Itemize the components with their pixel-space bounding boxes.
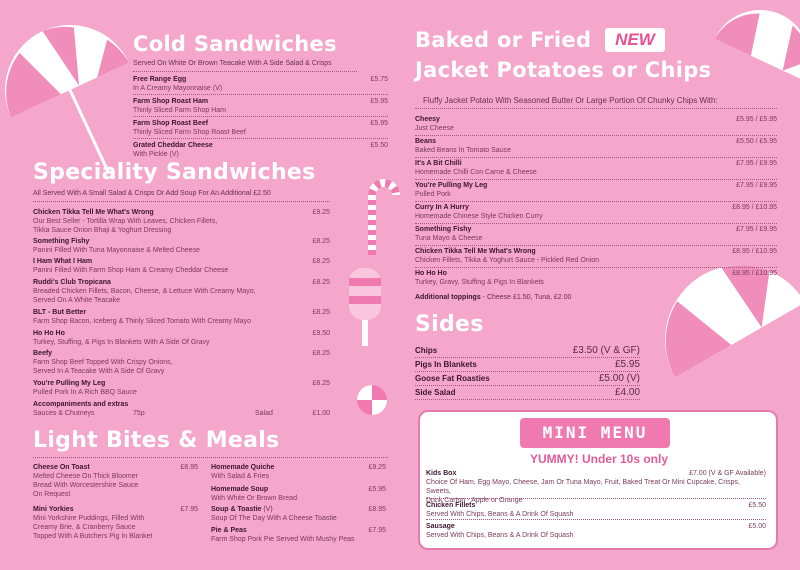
menu-item: BLT - But Better £8.25 Farm Shop Bacon, Iceberg & Thinly Sliced Tomato With Creamy Mayo [33,309,330,325]
menu-item: I Ham What I Ham £8.25 Panini Filled With Farm Shop Ham & Creamy Cheddar Cheese [33,258,330,274]
mini-menu-tagline: YUMMY! Under 10s only [530,452,669,466]
menu-item: Chicken Tikka Tell Me What's Wrong £9.25 Our Best Seller - Tortilla Wrap With Leaves, Chicken Fillets, Tikka Sauce Onion Bhaji & Yoghurt Dressing [33,209,330,234]
menu-item: Mini Yorkies £7.95 Mini Yorkshire Puddings, Filled With Creamy Brie, & Cranberry Sauce Topped With A Butchers Pig In Blanket [33,506,198,540]
menu-item: Cheese On Toast £6.95 Melted Cheese On Thick Bloomer Bread With Worcestershire Sauce On Request [33,464,198,498]
speciality-subtitle: All Served With A Small Salad & Crisps Or Add Soup For An Additional £2.50 [33,190,271,197]
menu-item: Something Fishy £7.95 / £9.95 Tuna Mayo & Cheese [415,226,777,242]
mini-menu-box [418,410,778,550]
mini-menu-title: MINI MENU [520,418,670,448]
light-bites-title: Light Bites & Meals [33,428,280,453]
side-item: Chips £3.50 (V & GF) [415,345,640,356]
candy-cane-icon [360,170,400,260]
menu-item: Farm Shop Roast Beef £5.95 Thinly Sliced Farm Shop Roast Beef [133,120,388,136]
menu-item: Something Fishy £8.25 Panini Filled With Tuna Mayonnaise & Melted Cheese [33,238,330,254]
potatoes-title-line1: Baked or Fried [415,28,592,52]
new-badge: NEW [605,28,665,52]
menu-item: You're Pulling My Leg £7.95 / £9.95 Pulled Pork [415,182,777,198]
toppings-row: Additional toppings - Cheese £1.50, Tuna, £2.00 [415,294,572,301]
sides-title: Sides [415,312,484,337]
menu-item: Ho Ho Ho £9.50 Turkey, Stuffing, & Pigs In Blankets With A Side Of Gravy [33,330,330,346]
menu-item: Kids Box £7.00 (V & GF Available) Choice Of Ham, Egg Mayo, Cheese, Jam Or Tuna Mayo, Fruit, Baked Treat Or Mini Cupcake, Crisps, Sweets, Drink Carton - Apple or Orange [426,470,766,504]
cold-sandwiches-subtitle: Served On White Or Brown Teacake With A Side Salad & Crisps [133,60,332,67]
menu-item: Pie & Peas £7.95 Farm Shop Pork Pie Served With Mushy Peas [211,527,386,543]
side-item: Pigs In Blankets £5.95 [415,359,640,370]
menu-item: Farm Shop Roast Ham £5.95 Thinly Sliced Farm Shop Ham [133,98,388,114]
extras-row: Accompaniments and extras Sauces & Chutneys 75p Salad £1.00 [33,401,330,417]
menu-item: Homemade Quiche £9.25 With Salad & Fries [211,464,386,480]
menu-item: Beefy £8.25 Farm Shop Beef Topped With Crispy Onions, Served In A Teacake With A Side Of Gravy [33,350,330,375]
menu-item: You're Pulling My Leg £8.25 Pulled Pork In A Rich BBQ Sauce [33,380,330,396]
menu-item: Beans £5.50 / £5.95 Baked Beans In Tomato Sauce [415,138,777,154]
side-item: Side Salad £4.00 [415,387,640,398]
menu-item: Chicken Fillets £5.50 Served With Chips, Beans & A Drink Of Squash [426,502,766,518]
menu-item: Ruddi's Club Tropicana £8.25 Breaded Chicken Fillets, Bacon, Cheese, & Lettuce With Creamy Mayo, Served On A White Teacake [33,279,330,304]
menu-item: Homemade Soup £5.95 With White Or Brown Bread [211,486,386,502]
side-item: Goose Fat Roasties £5.00 (V) [415,373,640,384]
speciality-sandwiches-title: Speciality Sandwiches [33,160,316,185]
potatoes-subtitle: Fluffy Jacket Potato With Seasoned Butter Or Large Portion Of Chunky Chips With: [423,96,718,105]
sweet-icon [352,380,392,420]
menu-item: Curry In A Hurry £8.95 / £10.95 Homemade Chinese Style Chicken Curry [415,204,777,220]
menu-item: Soup & Toastie (V) £8.95 Soup Of The Day With A Cheese Toastie [211,506,386,522]
beach-umbrella-icon [700,10,800,110]
cold-sandwiches-title: Cold Sandwiches [133,32,337,56]
menu-item: Sausage £5.00 Served With Chips, Beans & A Drink Of Squash [426,523,766,539]
potatoes-title-line2: Jacket Potatoes or Chips [415,58,712,82]
menu-item: Chicken Tikka Tell Me What's Wrong £8.95 / £10.95 Chicken Fillets, Tikka & Yoghurt Sauce - Pickled Red Onion [415,248,777,264]
menu-item: Free Range Egg £5.75 In A Creamy Mayonnaise (V) [133,76,388,92]
beach-umbrella-icon [0,20,140,180]
menu-item: Grated Cheddar Cheese £5.50 With Pickle (V) [133,142,388,158]
ice-lolly-icon [345,268,385,348]
menu-item: Cheesy £5.95 / £5.95 Just Cheese [415,116,777,132]
menu-item: It's A Bit Chilli £7.95 / £9.95 Homemade Chilli Con Carne & Cheese [415,160,777,176]
menu-item: Ho Ho Ho £8.95 / £10.95 Turkey, Gravy, Stuffing & Pigs In Blankets [415,270,777,286]
